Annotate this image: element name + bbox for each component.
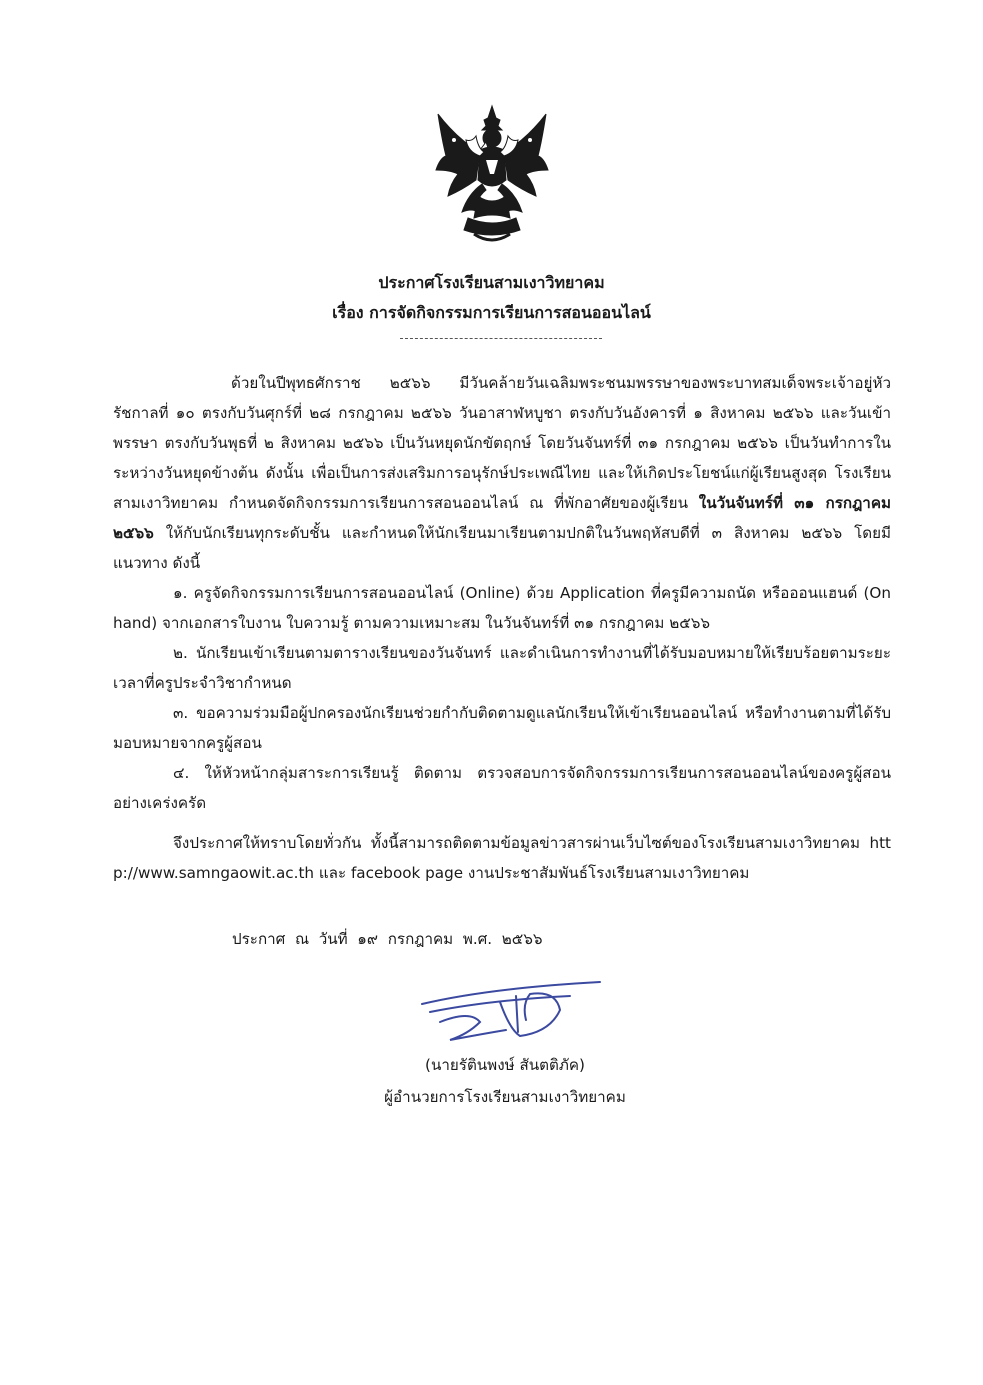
document-body — [113, 368, 891, 888]
title-divider — [400, 338, 602, 339]
intro-text-2: ให้กับนักเรียนทุกระดับชั้น และกำหนดให้นักเรียนมาเรียนตามปกติในวันพฤหัสบดีที่ ๓ สิงหาคม ๒๕๖๖ โดยมีแนวทาง ดังนี้ — [113, 524, 891, 572]
intro-text-1: ด้วยในปีพุทธศักราช ๒๕๖๖ มีวันคล้ายวันเฉลิมพระชนมพรรษาของพระบาทสมเด็จพระเจ้าอยู่หัว รัชกาลที่ ๑๐ ตรงกับวันศุกร์ที่ ๒๘ กรกฎาคม ๒๕๖๖ วันอาสาฬหบูชา ตรงกับวันอังคารที่ ๑ สิงหาคม ๒๕๖๖ และวันเข้าพรรษา ตรงกับวันพุธที่ ๒ สิงหาคม ๒๕๖๖ เป็นวันหยุดนักขัตฤกษ์ โดยวันจันทร์ที่ ๓๑ กรกฎาคม ๒๕๖๖ เป็นวันทำการในระหว่างวันหยุดข้างต้น ดังนั้น เพื่อเป็นการส่งเสริมการอนุรักษ์ประเพณีไทย และให้เกิดประโยชน์แก่ผู้เรียนสูงสุด โรงเรียนสามเงาวิทยาคม กำหนดจัดกิจกรรมการเรียนการสอนออนไลน์ ณ ที่พักอาศัยของผู้เรียน — [113, 374, 891, 512]
document-title: ประกาศโรงเรียนสามเงาวิทยาคม — [378, 273, 605, 292]
signer-title: ผู้อำนวยการโรงเรียนสามเงาวิทยาคม — [384, 1088, 626, 1106]
signature-icon — [410, 970, 610, 1050]
announce-date: ประกาศ ณ วันที่ ๑๙ กรกฎาคม พ.ศ. ๒๕๖๖ — [232, 930, 543, 948]
list-item: ๓. ขอความร่วมมือผู้ปกครองนักเรียนช่วยกำกับติดตามดูแลนักเรียนให้เข้าเรียนออนไลน์ หรือทำงานตามที่ได้รับมอบหมายจากครูผู้สอน — [113, 704, 891, 752]
signer-name: (นายรัตินพงษ์ สันตติภัค) — [425, 1056, 585, 1074]
garuda-emblem-icon — [428, 100, 556, 248]
intro-bold-date: ในวันจันทร์ที่ ๓๑ กรกฎาคม ๒๕๖๖ — [113, 494, 891, 542]
closing-paragraph: จึงประกาศให้ทราบโดยทั่วกัน ทั้งนี้สามารถติดตามข้อมูลข่าวสารผ่านเว็บไซต์ของโรงเรียนสามเงาวิทยาคม http://www.samngaowit.ac.th และ facebook page งานประชาสัมพันธ์โรงเรียนสามเงาวิทยาคม — [113, 834, 891, 882]
list-item: ๑. ครูจัดกิจกรรมการเรียนการสอนออนไลน์ (Online) ด้วย Application ที่ครูมีความถนัด หรือออนแฮนด์ (On hand) จากเอกสารใบงาน ใบความรู้ ตามความเหมาะสม ในวันจันทร์ที่ ๓๑ กรกฎาคม ๒๕๖๖ — [113, 584, 891, 632]
intro-paragraph — [113, 368, 891, 578]
document-subject: เรื่อง การจัดกิจกรรมการเรียนการสอนออนไลน์ — [332, 303, 651, 322]
list-item: ๔. ให้หัวหน้ากลุ่มสาระการเรียนรู้ ติดตาม ตรวจสอบการจัดกิจกรรมการเรียนการสอนออนไลน์ของครูผู้สอนอย่างเคร่งครัด — [113, 764, 891, 812]
list-item: ๒. นักเรียนเข้าเรียนตามตารางเรียนของวันจันทร์ และดำเนินการทำงานที่ได้รับมอบหมายให้เรียบร้อยตามระยะเวลาที่ครูประจำวิชากำหนด — [113, 644, 891, 692]
